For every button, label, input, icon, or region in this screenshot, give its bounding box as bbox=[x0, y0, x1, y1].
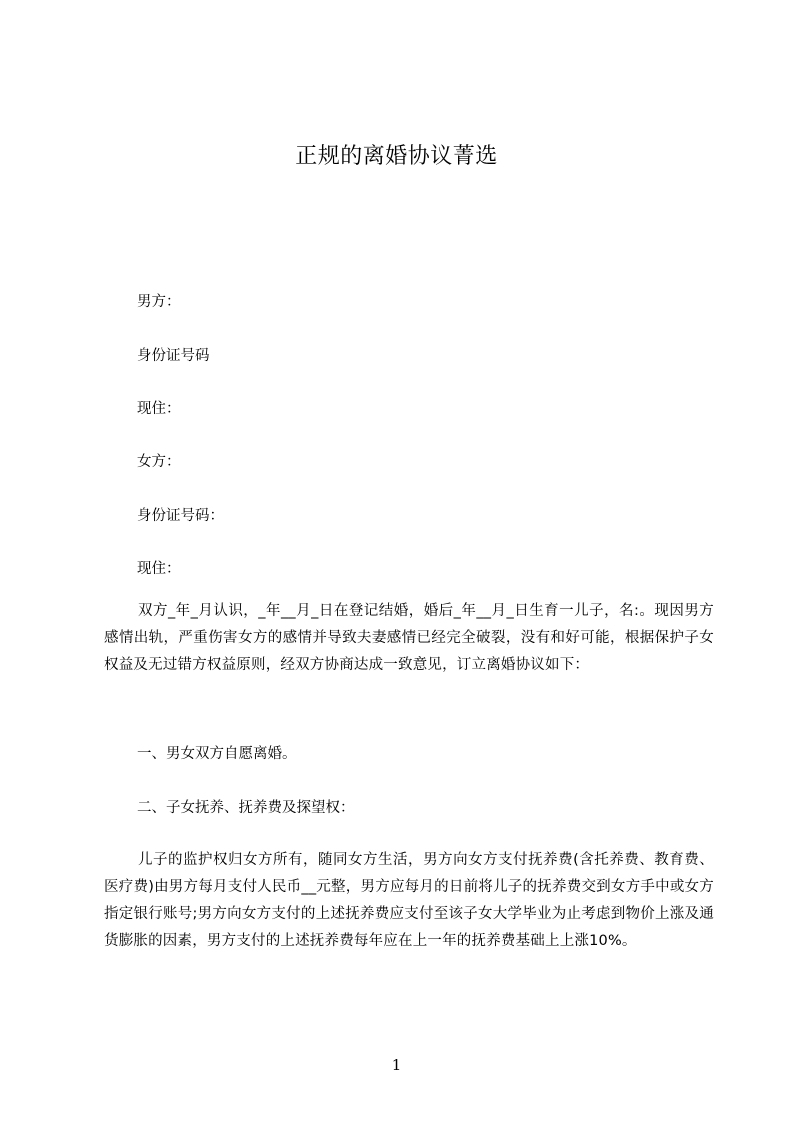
section-heading-divorce: 一、男女双方自愿离婚。 bbox=[137, 746, 297, 762]
page-number: 1 bbox=[391, 1056, 402, 1074]
intro-paragraph: 双方_年_月认识，_年__月_日在登记结婚，婚后_年__月_日生育一儿子，名:。现因男方感情出轨，严重伤害女方的感情并导致夫妻感情已经完全破裂，没有和好可能，根据保护子女权益及无过错方权益原则，经双方协商达成一致意见，订立离婚协议如下： bbox=[104, 603, 714, 673]
custody-paragraph: 儿子的监护权归女方所有，随同女方生活，男方向女方支付抚养费(含托养费、教育费、医疗费)由男方每月支付人民币__元整，男方应每月的日前将儿子的抚养费交到女方手中或女方指定银行账号;男方向女方支付的上述抚养费应支付至该子女大学毕业为止考虑到物价上涨及通货膨胀的因素，男方支付的上述抚养费每年应在上一年的抚养费基础上上涨10%。 bbox=[104, 852, 714, 949]
field-wife: 女方： bbox=[137, 454, 181, 470]
document-title: 正规的离婚协议菁选 bbox=[295, 144, 498, 169]
section-heading-custody: 二、子女抚养、抚养费及探望权： bbox=[137, 800, 355, 816]
field-husband-id-number: 身份证号码 bbox=[137, 348, 210, 364]
field-husband-address: 现住： bbox=[137, 401, 181, 417]
field-wife-id-number: 身份证号码： bbox=[137, 508, 224, 524]
field-wife-address: 现住： bbox=[137, 561, 181, 577]
field-husband: 男方： bbox=[137, 294, 181, 310]
